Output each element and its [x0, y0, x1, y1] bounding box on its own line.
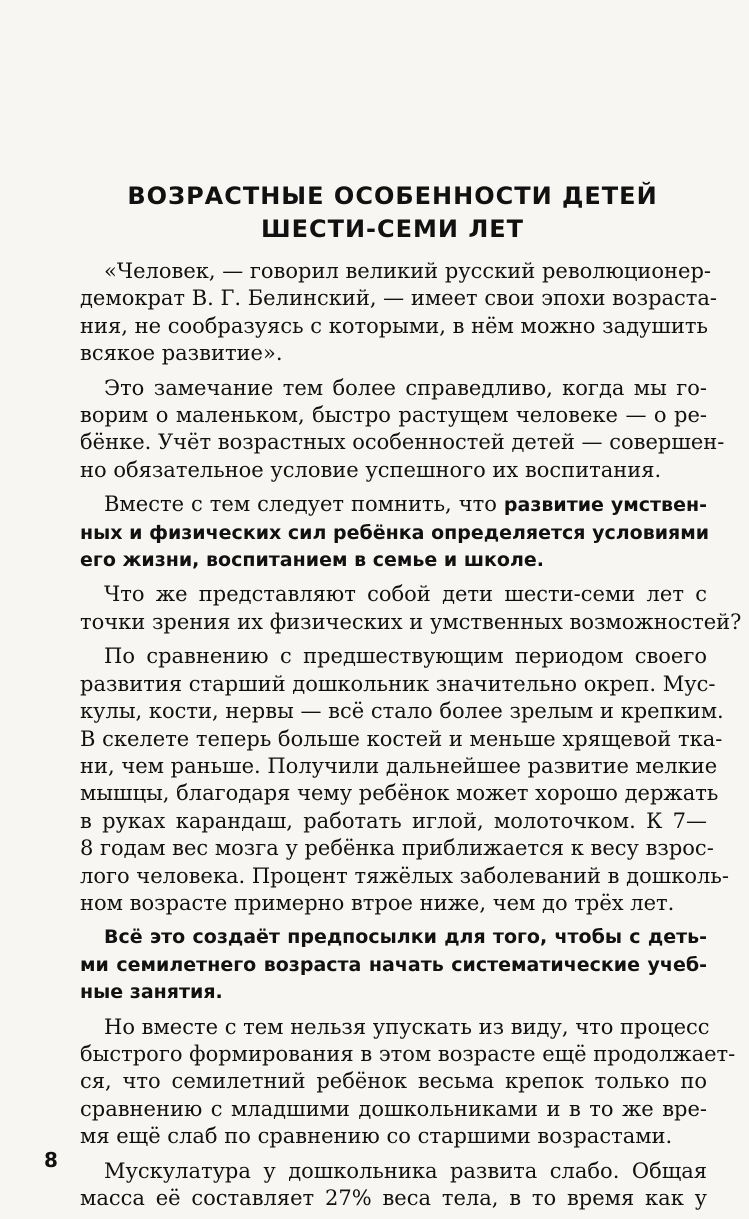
- text-line: ни, чем раньше. Получили дальнейшее развитие мелкие: [80, 753, 718, 778]
- bold-text-line: ных и физических сил ребёнка определяется условиями: [80, 521, 710, 544]
- text-line: масса её составляет 27% веса тела, в то время как у: [80, 1186, 707, 1210]
- paragraph-development-conditions: [80, 491, 710, 574]
- paragraph-physical-development: [80, 643, 729, 917]
- text-line: Мускулатура у дошкольника развита слабо. Общая: [104, 1158, 707, 1183]
- bold-text-line: ми семилетнего возраста начать систематические учеб-: [80, 953, 707, 976]
- text-line: [80, 491, 707, 519]
- text-line: кулы, кости, нервы — всё стало более зрелым и крепким.: [80, 699, 724, 724]
- body-text: [80, 258, 742, 1219]
- text-line: Что же представляют собой дети шести-семи лет с: [104, 582, 707, 607]
- text-line: лого человека. Процент тяжёлых заболеваний в дошколь-: [80, 863, 729, 888]
- paragraph-question: [80, 581, 742, 636]
- paragraph-belinsky-quote: [80, 258, 718, 368]
- text-line: По сравнению с предшествующим периодом своего: [104, 644, 707, 669]
- text-line: точки зрения их физических и умственных возможностей?: [80, 609, 742, 634]
- chapter-title-line-1: ВОЗРАСТНЫЕ ОСОБЕННОСТИ ДЕТЕЙ: [127, 182, 658, 210]
- text-line: 8 годам вес мозга у ребёнка приближается к весу взрос-: [80, 836, 714, 861]
- page-number: 8: [44, 1148, 58, 1172]
- text-line: быстрого формирования в этом возрасте ещё продолжает-: [80, 1041, 736, 1066]
- text-line: Это замечание тем более справедливо, когда мы го-: [104, 375, 707, 400]
- bold-text-line: Всё это создаёт предпосылки для того, чтобы с деть-: [104, 926, 707, 949]
- text-line: мя ещё слаб по сравнению со старшими возрастами.: [80, 1124, 673, 1149]
- paragraph-musculature: [80, 1158, 707, 1213]
- text-line: ном возрасте примерно втрое ниже, чем до трёх лет.: [80, 890, 675, 915]
- text-line: Но вместе с тем нельзя упускать из виду, что процесс: [104, 1014, 710, 1039]
- text-line: в руках карандаш, работать иглой, молоточком. К 7—: [80, 808, 707, 833]
- text-line: сравнению с младшими дошкольниками и в то же вре-: [80, 1096, 707, 1121]
- text-line: развития старший дошкольник значительно окреп. Мус-: [80, 671, 716, 696]
- chapter-title-line-2: ШЕСТИ-СЕМИ ЛЕТ: [260, 215, 525, 243]
- paragraph-however: [80, 1014, 736, 1151]
- text-line: бёнке. Учёт возрастных особенностей детей — совершен-: [80, 430, 725, 455]
- bold-text-line: его жизни, воспитанием в семье и школе.: [80, 549, 545, 572]
- text-line: демократ В. Г. Белинский, — имеет свои эпохи возраста-: [80, 286, 718, 311]
- text-line: ся, что семилетний ребёнок весьма крепок только по: [80, 1069, 707, 1094]
- text-line: ния, не сообразуясь с которыми, в нём можно задушить: [80, 313, 708, 338]
- text-line: «Человек, — говорил великий русский революционер-: [104, 259, 712, 283]
- bold-text: развитие умствен-: [503, 494, 707, 517]
- text-line: но обязательное условие успешного их воспитания.: [80, 457, 662, 482]
- chapter-title: [80, 180, 705, 246]
- paragraph-remark: [80, 375, 725, 485]
- text-lead: Вместе с тем следует помнить, что: [104, 492, 504, 517]
- text-line: ворим о маленьком, быстро растущем человеке — о ре-: [80, 403, 707, 428]
- paragraph-prerequisites: [80, 924, 707, 1006]
- text-line: всякое развитие».: [80, 341, 283, 366]
- text-line: В скелете теперь больше костей и меньше хрящевой тка-: [80, 726, 723, 751]
- bold-text-line: ные занятия.: [80, 981, 223, 1004]
- text-line: мышцы, благодаря чему ребёнок может хорошо держать: [80, 781, 719, 806]
